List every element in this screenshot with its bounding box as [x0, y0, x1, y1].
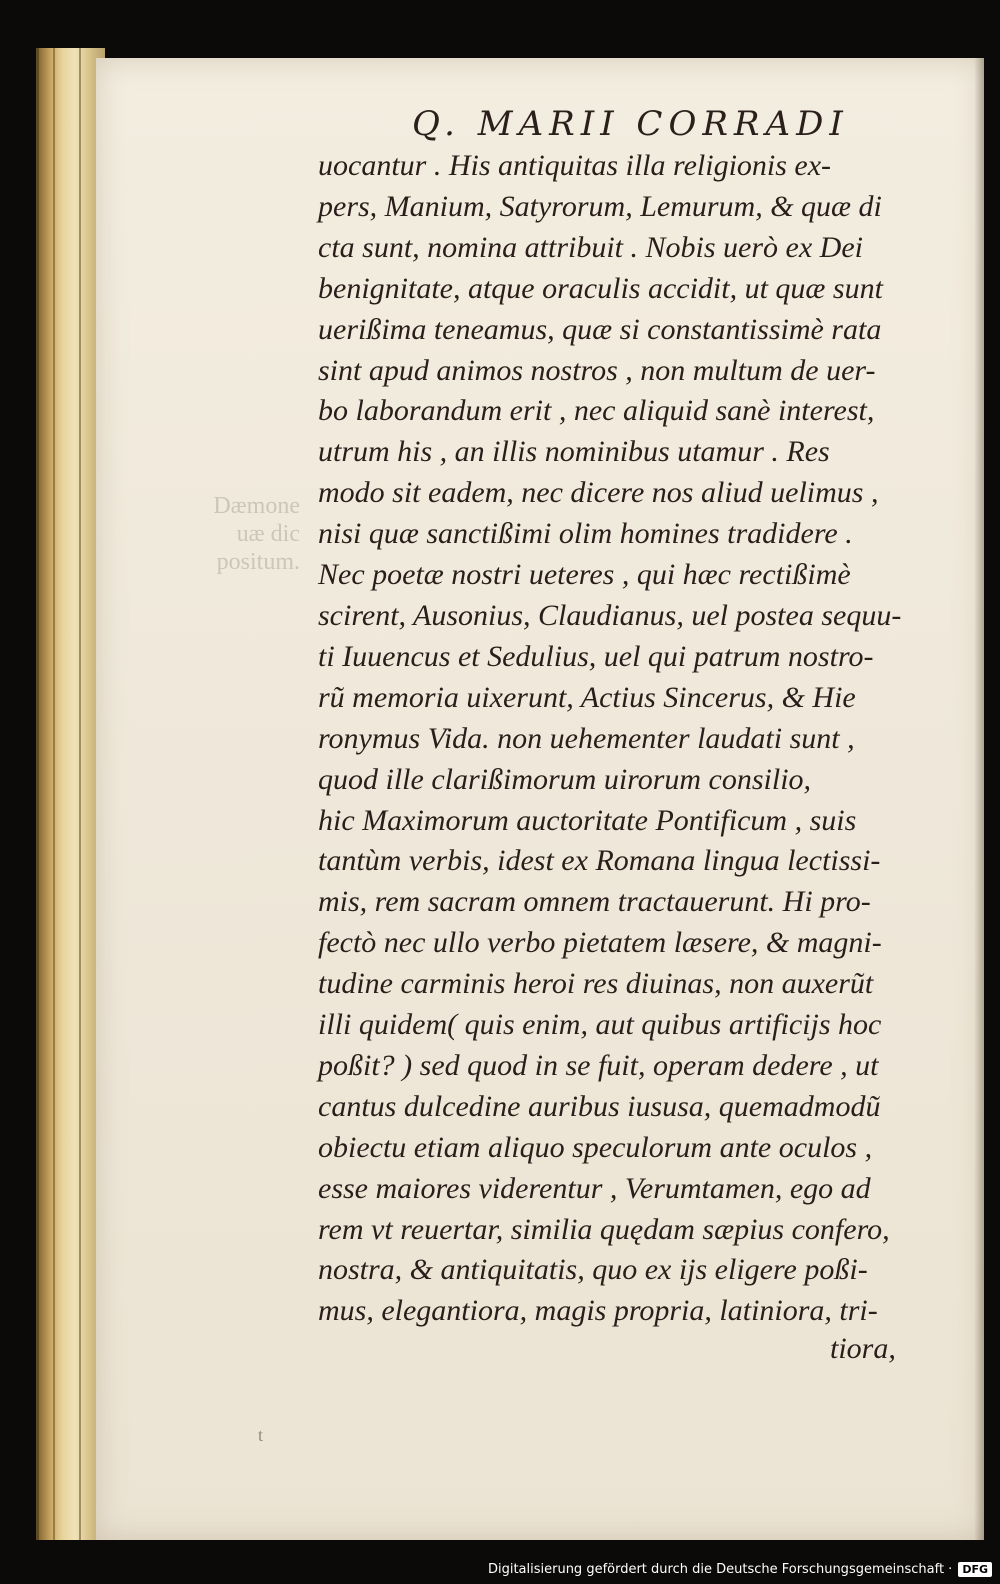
show-through-line: Dæmone: [213, 493, 300, 519]
footer-credit: [488, 1558, 992, 1580]
page-edge: [974, 58, 984, 1540]
text-line: benignitate, atque oraculis accidit, ut quæ sunt: [318, 271, 883, 305]
text-line: quod ille clarißimorum uirorum consilio,: [318, 762, 812, 796]
book-spine: [36, 48, 105, 1540]
page-mark: t: [258, 1425, 264, 1445]
text-line: fectò nec ullo verbo pietatem læsere, & magni-: [318, 926, 882, 960]
footer-credit-text: Digitalisierung gefördert durch die Deutsche Forschungsgemeinschaft ·: [487, 1561, 953, 1577]
text-line: nostra, & antiquitatis, quo ex ijs eligere poßi-: [318, 1253, 868, 1287]
text-line: nisi quæ sanctißimi olim homines tradidere .: [318, 517, 853, 551]
text-line: utrum his , an illis nominibus utamur . Res: [318, 435, 830, 469]
text-line: poßit? ) sed quod in se fuit, operam dedere , ut: [318, 1048, 879, 1082]
text-line: cta sunt, nomina attribuit . Nobis uerò ex Dei: [318, 230, 863, 264]
text-line: esse maiores viderentur , Verumtamen, ego ad: [318, 1171, 871, 1205]
show-through-line: positum.: [216, 549, 300, 575]
text-line: uocantur . His antiquitas illa religionis ex-: [318, 149, 832, 182]
text-line: mis, rem sacram omnem tractauerunt. Hi pro-: [318, 885, 871, 919]
text-line: cantus dulcedine auribus iususa, quemadmodũ: [318, 1089, 881, 1123]
body-text: [318, 146, 950, 1332]
text-line: ti Iuuencus et Sedulius, uel qui patrum nostro-: [318, 639, 874, 673]
text-line: bo laborandum erit , nec aliquid sanè interest,: [318, 394, 875, 428]
spine-line: [79, 48, 81, 1540]
text-line: sint apud animos nostros , non multum de uer-: [318, 353, 876, 387]
show-through-text: [200, 492, 300, 576]
text-line: hic Maximorum auctoritate Pontificum , suis: [318, 803, 857, 837]
text-line: Nec poetæ nostri ueteres , qui hæc rectißimè: [318, 558, 851, 592]
text-line: uerißima teneamus, quæ si constantissimè rata: [318, 312, 882, 346]
spine-line: [53, 48, 55, 1540]
text-line: rũ memoria uixerunt, Actius Sincerus, & Hie: [318, 680, 856, 714]
text-line: rem vt reuertar, similia quędam sæpius confero,: [318, 1212, 890, 1246]
text-line: scirent, Ausonius, Claudianus, uel postea sequu-: [318, 598, 902, 632]
show-through-line: uæ dic: [236, 521, 300, 547]
text-line: mus, elegantiora, magis propria, latiniora, tri-: [318, 1294, 878, 1328]
text-line: modo sit eadem, nec dicere nos aliud uelimus ,: [318, 476, 879, 510]
text-line: pers, Manium, Satyrorum, Lemurum, & quæ di: [318, 189, 882, 223]
text-line: ronymus Vida. non uehementer laudati sunt ,: [318, 721, 855, 755]
text-line: tudine carminis heroi res diuinas, non auxerũt: [318, 967, 874, 1001]
dfg-logo-icon: DFG: [958, 1562, 992, 1577]
text-line: tantùm verbis, idest ex Romana lingua lectissi-: [318, 844, 881, 878]
running-title: Q. MARII CORRADI: [412, 104, 849, 144]
catchword: tiora,: [830, 1332, 896, 1365]
text-line: obiectu etiam aliquo speculorum ante oculos ,: [318, 1130, 873, 1164]
text-line: illi quidem( quis enim, aut quibus artificijs hoc: [318, 1008, 882, 1042]
